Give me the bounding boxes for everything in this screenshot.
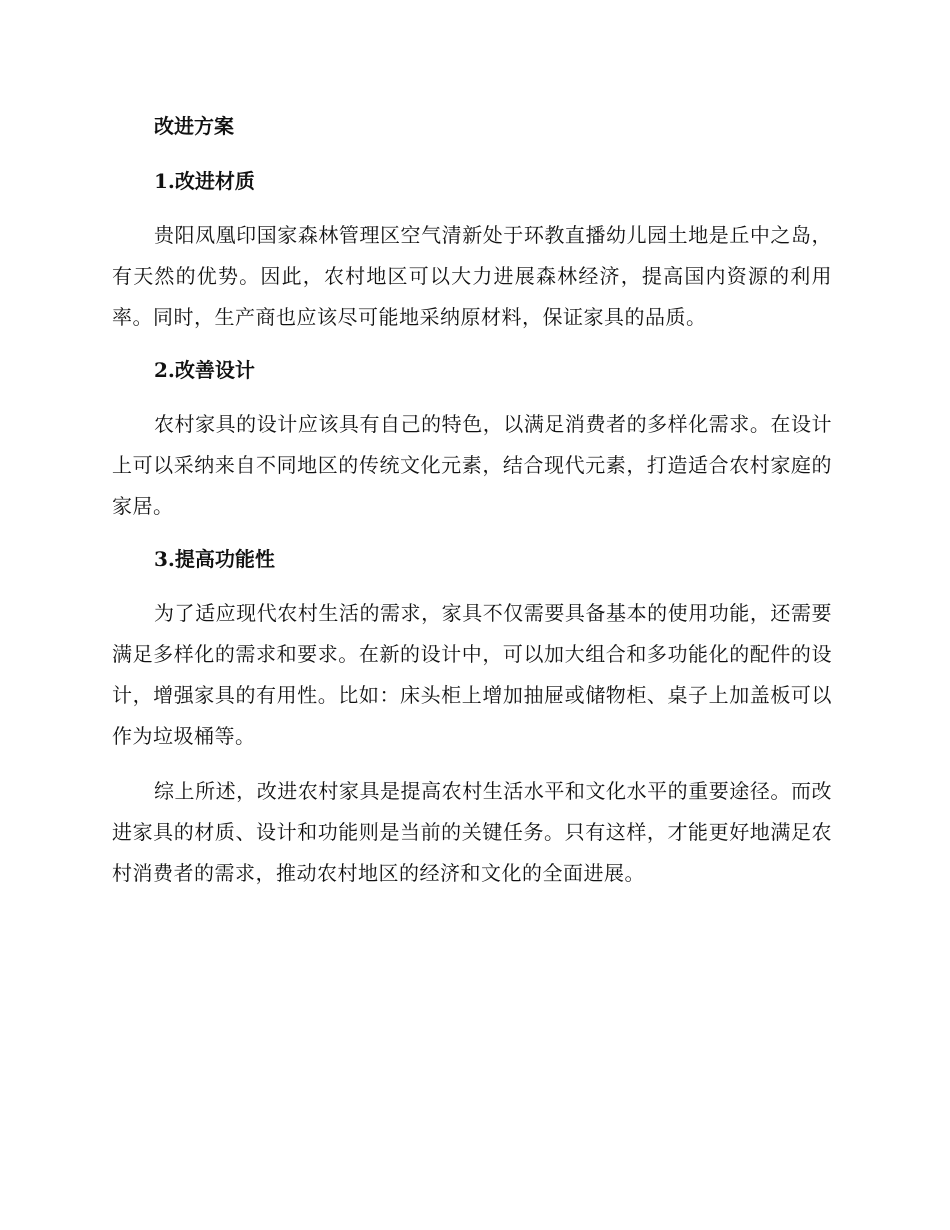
- section-heading-function: 3.提高功能性: [154, 547, 275, 571]
- section-heading-design: 2.改善设计: [154, 358, 255, 382]
- conclusion-paragraph: 综上所述，改进农村家具是提高农村生活水平和文化水平的重要途径。而改进家具的材质、设计和功能则是当前的关键任务。只有这样，才能更好地满足农村消费者的需求，推动农村地区的经济和文化的全面进展。: [112, 779, 832, 885]
- section-body-material: 贵阳凤凰印国家森林管理区空气清新处于环教直播幼儿园土地是丘中之岛，有天然的优势。因此，农村地区可以大力进展森林经济，提高国内资源的利用率。同时，生产商也应该尽可能地采纳原材料，保证家具的品质。: [112, 223, 832, 329]
- document-title: 改进方案: [154, 114, 234, 138]
- section-heading-material: 1.改进材质: [154, 169, 255, 193]
- section-body-function: 为了适应现代农村生活的需求，家具不仅需要具备基本的使用功能，还需要满足多样化的需求和要求。在新的设计中，可以加大组合和多功能化的配件的设计，增强家具的有用性。比如：床头柜上增加抽屉或储物柜、桌子上加盖板可以作为垃圾桶等。: [112, 601, 832, 748]
- document-content: [112, 108, 832, 894]
- section-body-design: 农村家具的设计应该具有自己的特色，以满足消费者的多样化需求。在设计上可以采纳来自不同地区的传统文化元素，结合现代元素，打造适合农村家庭的家居。: [112, 412, 832, 518]
